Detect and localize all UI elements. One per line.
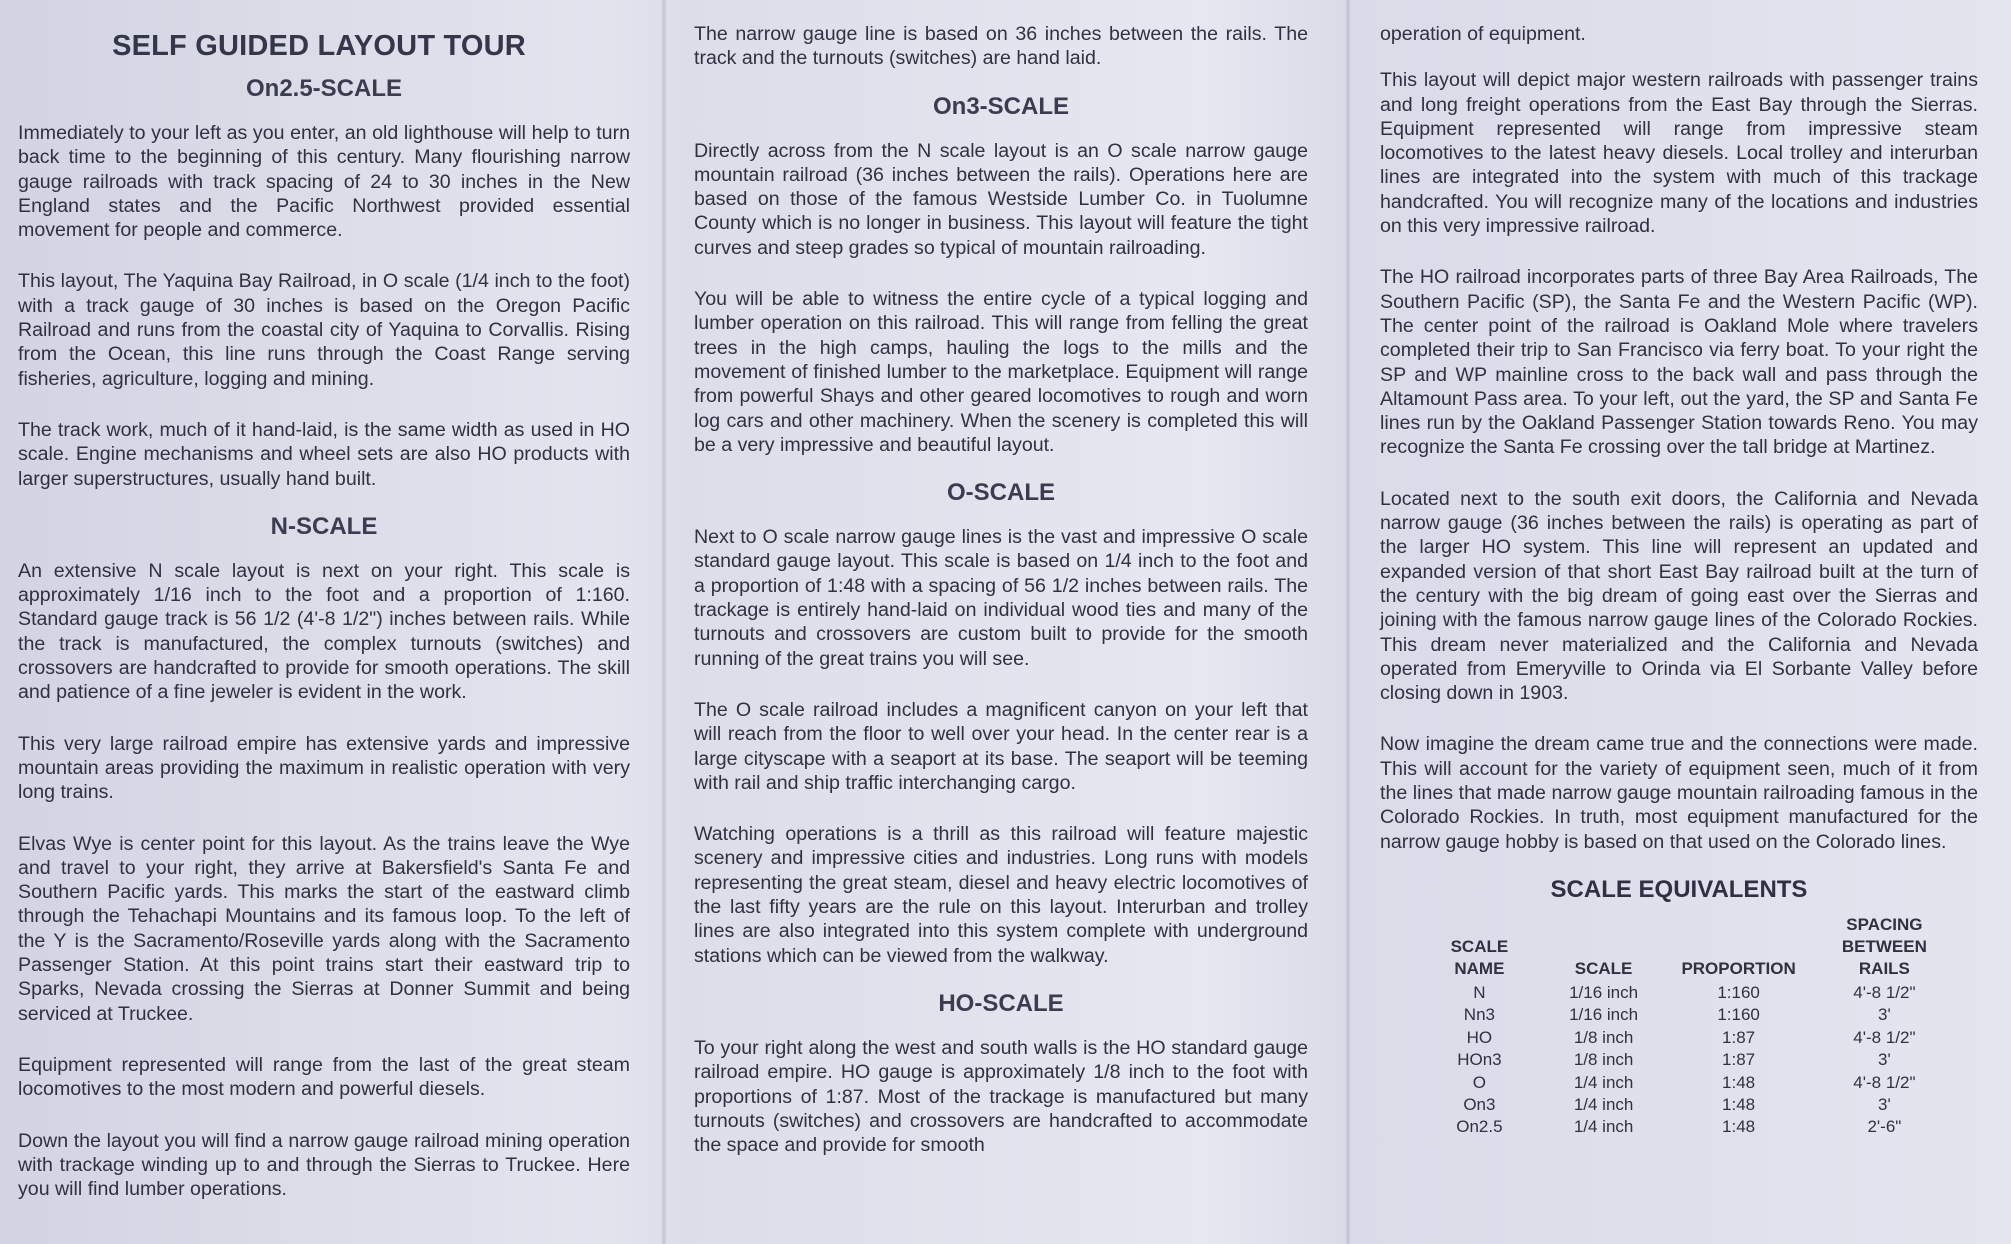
table-cell: 3'	[1878, 1094, 1891, 1114]
table-row	[1420, 1004, 1960, 1026]
table-row	[1420, 1027, 1960, 1049]
paragraph: This very large railroad empire has extensive yards and impressive mountain areas providing the maximum in realistic operation with very long trains.	[18, 732, 630, 804]
table-cell: HO	[1466, 1027, 1493, 1047]
table-cell: 1:48	[1722, 1117, 1756, 1137]
table-cell: 1/8 inch	[1573, 1050, 1634, 1070]
paragraph: operation of equipment.	[1380, 23, 1586, 45]
table-cell: On3	[1463, 1094, 1496, 1114]
paragraph: This layout, The Yaquina Bay Railroad, in O scale (1/4 inch to the foot) with a track gauge of 30 inches is based on the Oregon Pacific Railroad and runs from the coastal city of Yaquina to Corvallis. Rising from the Ocean, this line runs through the Coast Range serving fisheries, agriculture, logging and mining.	[18, 270, 630, 390]
paragraph: The track work, much of it hand-laid, is the same width as used in HO scale. Engine mechanisms and wheel sets are also HO products with larger superstructures, usually hand built.	[18, 418, 630, 490]
table-cell: HOn3	[1457, 1050, 1502, 1070]
paragraph: Watching operations is a thrill as this railroad will feature majestic scenery and impressive cities and industries. Long runs with models representing the great steam, diesel and heavy electric locomotives of the last fifty years are the rule on this layout. Interurban and trolley lines are also integrated into this system complete with underground stations which can be viewed from the walkway.	[694, 823, 1308, 967]
scale-equivalents-table	[1420, 914, 1960, 1139]
table-cell: 1/4 inch	[1573, 1117, 1634, 1137]
table-row	[1420, 1049, 1960, 1071]
table-cell: 4'-8 1/2"	[1853, 1027, 1916, 1047]
table-cell: 1/4 inch	[1573, 1072, 1634, 1092]
paragraph: The O scale railroad includes a magnificent canyon on your left that will reach from the floor to well over your head. In the center rear is a large cityscape with a seaport at its base. The seaport will be teeming with rail and ship traffic interchanging cargo.	[694, 698, 1308, 794]
section-heading-o: O-SCALE	[947, 479, 1055, 507]
paragraph: Immediately to your left as you enter, an old lighthouse will help to turn back time to the beginning of this century. Many flourishing narrow gauge railroads with track spacing of 24 to 30 inches in the New England states and the Pacific Northwest provided essential movement for people and commerce.	[18, 122, 630, 242]
paragraph: Down the layout you will find a narrow gauge railroad mining operation with trackage winding up to and through the Sierras to Truckee. Here you will find lumber operations.	[18, 1129, 630, 1201]
section-heading-n: N-SCALE	[270, 512, 378, 540]
table-cell: 1:87	[1722, 1050, 1756, 1070]
table-cell: 1/4 inch	[1573, 1094, 1634, 1114]
paragraph: An extensive N scale layout is next on your right. This scale is approximately 1/16 inch to the foot and a proportion of 1:160. Standard gauge track is 56 1/2 (4'-8 1/2") inches between rails. While the track is manufactured, the complex turnouts (switches) and crossovers are handcrafted to provide for smooth operations. The skill and patience of a fine jeweler is evident in the work.	[18, 559, 630, 704]
fold-line	[661, 0, 667, 1244]
table-cell: 1/16 inch	[1569, 982, 1639, 1002]
table-row	[1420, 1116, 1960, 1138]
paragraph: The narrow gauge line is based on 36 inches between the rails. The track and the turnouts (switches) are hand laid.	[694, 23, 1308, 70]
paragraph: Elvas Wye is center point for this layout. As the trains leave the Wye and travel to your right, they arrive at Bakersfield's Santa Fe and Southern Pacific yards. This marks the start of the eastward climb through the Tehachapi Mountains and its famous loop. To the left of the Y is the Sacramento/Roseville yards along with the Sacramento Passenger Station. At this point trains start their eastward trip to Sparks, Nevada crossing the Sierras at Donner Summit and being serviced at Truckee.	[18, 832, 630, 1025]
column-header: PROPORTION	[1681, 958, 1796, 978]
table-cell: 1:160	[1717, 982, 1760, 1002]
table-cell: 1:48	[1722, 1072, 1756, 1092]
table-cell: 4'-8 1/2"	[1853, 982, 1916, 1002]
table-cell: 1:87	[1722, 1027, 1756, 1047]
page-title: SELF GUIDED LAYOUT TOUR	[112, 30, 526, 62]
paragraph: You will be able to witness the entire cycle of a typical logging and lumber operation on this railroad. This will range from felling the great trees in the high camps, hauling the logs to the mills and the movement of finished lumber to the marketplace. Equipment will range from powerful Shays and other geared locomotives to rough and worn log cars and other machinery. When the scenery is completed this will be a very impressive and beautiful layout.	[694, 288, 1308, 456]
paragraph: Directly across from the N scale layout is an O scale narrow gauge mountain railroad (36 inches between the rails). Operations here are based on those of the famous Westside Lumber Co. in Tuolumne County which is no longer in business. This layout will feature the tight curves and steep grades so typical of mountain railroading.	[694, 139, 1308, 259]
table-cell: 1/16 inch	[1569, 1005, 1639, 1025]
column-left	[18, 22, 630, 1228]
column-middle	[694, 22, 1308, 1184]
table-title: SCALE EQUIVALENTS	[1550, 875, 1808, 903]
section-heading-ho: HO-SCALE	[938, 989, 1064, 1017]
paragraph: Now imagine the dream came true and the connections were made. This will account for the variety of equipment seen, much of it from the lines that made narrow gauge mountain railroading famous in the Colorado Rockies. In truth, most equipment manufactured for the narrow gauge hobby is based on that used on the Colorado lines.	[1380, 733, 1978, 853]
table-cell: O	[1472, 1072, 1487, 1092]
paragraph: Equipment represented will range from the last of the great steam locomotives to the most modern and powerful diesels.	[18, 1053, 630, 1101]
table-cell: 2'-6"	[1867, 1117, 1902, 1137]
table-cell: 1:160	[1717, 1005, 1760, 1025]
table-header-row	[1420, 914, 1960, 982]
table-cell: 3'	[1878, 1005, 1891, 1025]
column-right	[1380, 22, 1978, 1139]
paragraph: This layout will depict major western railroads with passenger trains and long freight operations from the East Bay through the Sierras. Equipment represented will range from impressive steam locomotives to the latest heavy diesels. Local trolley and interurban lines are integrated into the system with much of this trackage handcrafted. You will recognize many of the locations and industries on this very impressive railroad.	[1380, 69, 1978, 238]
table-cell: 4'-8 1/2"	[1853, 1072, 1916, 1092]
table-row	[1420, 1094, 1960, 1116]
table-cell: N	[1473, 982, 1486, 1002]
table-cell: 1/8 inch	[1573, 1027, 1634, 1047]
table-cell: 3'	[1878, 1050, 1891, 1070]
table-row	[1420, 982, 1960, 1004]
table-cell: 1:48	[1722, 1094, 1756, 1114]
paragraph: Next to O scale narrow gauge lines is the vast and impressive O scale standard gauge layout. This scale is based on 1/4 inch to the foot and a proportion of 1:48 with a spacing of 56 1/2 inches between rails. The trackage is entirely hand-laid on individual wood ties and many of the turnouts and crossovers are custom built to provide for the smooth running of the great trains you will see.	[694, 526, 1308, 670]
paragraph: To your right along the west and south walls is the HO standard gauge railroad empire. HO gauge is approximately 1/8 inch to the foot with proportions of 1:87. Most of the trackage is manufactured but many turnouts (switches) and crossovers are handcrafted to accommodate the space and provide for smooth	[694, 1036, 1308, 1157]
table-row	[1420, 1072, 1960, 1094]
section-heading-on3: On3-SCALE	[932, 92, 1069, 120]
table-cell: Nn3	[1463, 1005, 1495, 1025]
column-header: SCALE NAME	[1450, 936, 1509, 978]
fold-line	[1345, 0, 1351, 1244]
paragraph: The HO railroad incorporates parts of three Bay Area Railroads, The Southern Pacific (SP), the Santa Fe and the Western Pacific (WP). The center point of the railroad is Oakland Mole where travelers completed their trip to San Francisco via ferry boat. To your right the SP and WP mainline cross to the back wall and pass through the Altamount Pass area. To your left, out the yard, the SP and Santa Fe lines run by the Oakland Passenger Station towards Reno. You may recognize the Santa Fe crossing over the tall bridge at Martinez.	[1380, 266, 1978, 459]
paragraph: Located next to the south exit doors, the California and Nevada narrow gauge (36 inches between the rails) is operating as part of the larger HO system. This line will represent an updated and expanded version of that short East Bay railroad built at the turn of the century with the big dream of going east over the Sierras and joining with the famous narrow gauge lines of the Colorado Rockies. This dream never materialized and the California and Nevada operated from Emeryville to Orinda via El Sorbante Valley before closing down in 1903.	[1380, 487, 1978, 705]
section-heading-on25: On2.5-SCALE	[245, 75, 403, 102]
column-header: SCALE	[1574, 958, 1633, 978]
column-header: SPACING BETWEEN RAILS	[1841, 914, 1927, 978]
table-cell: On2.5	[1456, 1117, 1503, 1137]
